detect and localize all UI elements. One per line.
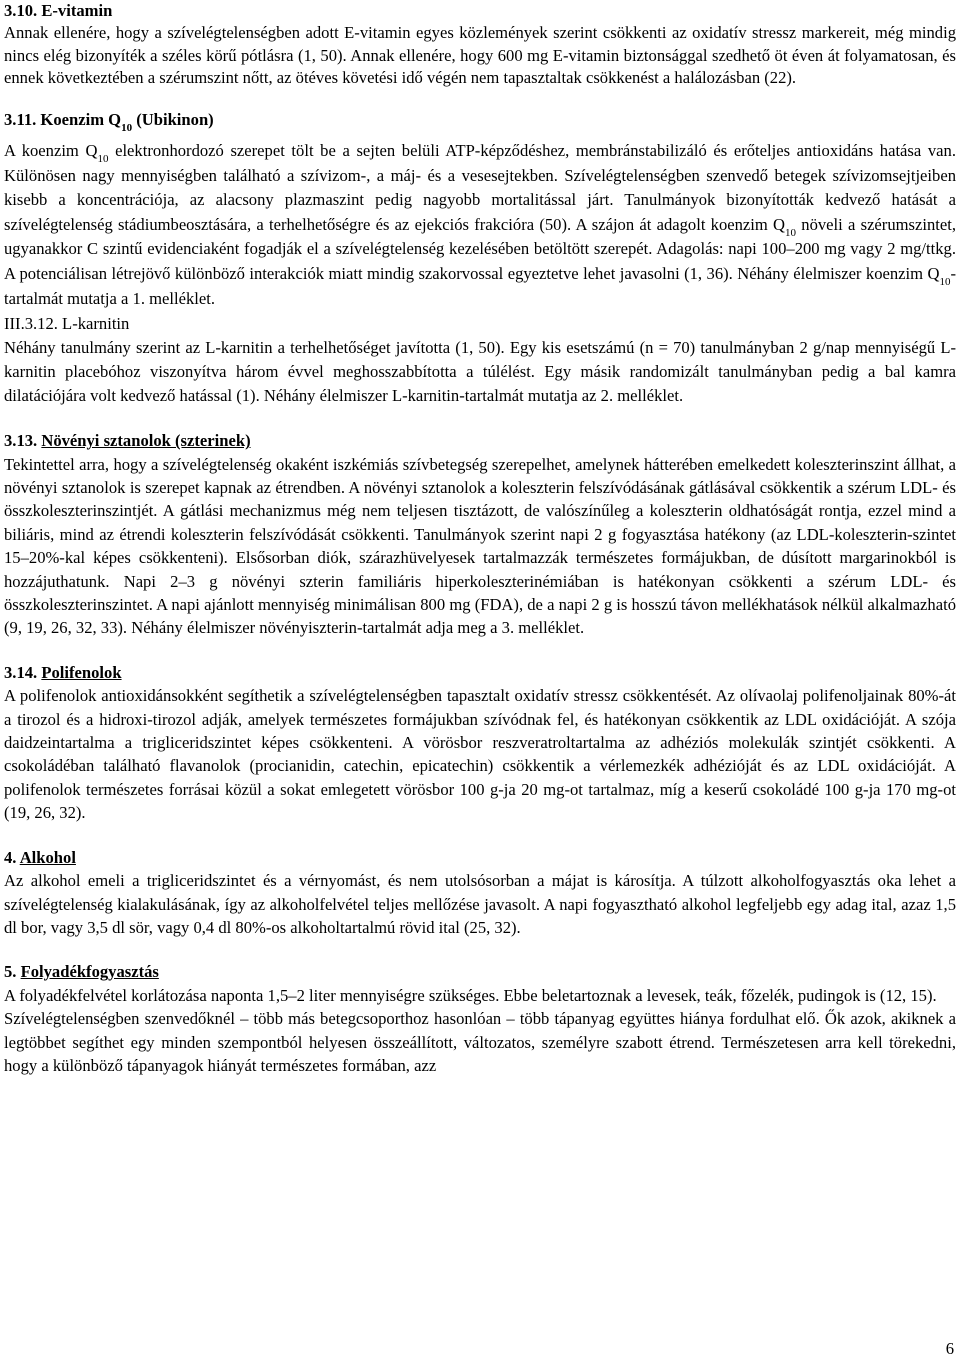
- section-heading: [4, 430, 956, 452]
- heading-title: Folyadékfogyasztás: [20, 962, 159, 982]
- heading-title: Polifenolok: [41, 662, 122, 682]
- paragraph: Az alkohol emeli a trigliceridszintet és a vérnyomást, és nem utolsósorban a májat is károsítja. A túlzott alkoholfogyasztás oka lehet a szívelégtelenség kialakulásának, így az alkoholfelvétel teljes mellőzése javasolt. A napi fogyasztható alkohol legfeljebb egy adag ital, azaz 1,5 dl bor, vagy 3,5 dl sör, vagy 0,4 dl 80%-os alkoholtartalmú rövid ital (25, 32).: [4, 871, 956, 937]
- paragraph: Annak ellenére, hogy a szívelégtelenségben adott E-vitamin egyes közlemények szerint csökkenti az oxidatív stressz markereit, még mindig nincs elég bizonyíték a széles körű pótlásra (1, 50). Annak ellenére, hogy 600 mg E-vitamin biztonsággal szedhető öt éven át folyamatosan, és ennek következtében a szérumszint nőtt, az ötéves követési idő végén nem tapasztaltak csökkenést a halálozásban (22).: [4, 23, 956, 88]
- section-e-vitamin: [4, 0, 956, 90]
- section-heading: [4, 847, 956, 869]
- section-l-karnitin: [4, 313, 956, 408]
- heading-number: 3.13.: [4, 431, 42, 451]
- section-heading: III.3.12. L-karnitin: [4, 314, 130, 334]
- subscript: 10: [97, 153, 109, 166]
- subscript: 10: [939, 276, 951, 288]
- paragraph: Szívelégtelenségben szenvedőknél – több más betegcsoporthoz hasonlóan – több tápanyag együttes hiánya fordulhat elő. Ők azok, akiknek a legtöbbet segíthet egy minden szempontból helyesen összeállított, változatos, személyre szabott étrend. Természetesen arra kell törekedni, hogy a különböző tápanyagok hiányát természetes formában, azz: [4, 1009, 956, 1075]
- section-heading: 3.10. E-vitamin: [4, 1, 113, 20]
- section-heading: [4, 109, 956, 134]
- section-alkohol: [4, 847, 956, 940]
- paragraph: [4, 139, 956, 311]
- section-heading: [4, 662, 956, 684]
- paragraph: A polifenolok antioxidánsokként segíthetik a szívelégtelenségben tapasztalt oxidatív stressz csökkentését. Az olívaolaj polifenoljainak 80%-át a tirozol és a hidroxi-tirozol adják, amelyek természetes formájukban szívódnak fel, és hatékonyan csökkentik az LDL oxidációját. A szója daidzeintartalma a trigliceridszintet képes csökkenteni. A vörösbor reszveratroltartalma az adhéziós molekulák szintjét csökkenti. A csokoládéban található flavanolok (procianidin, catechin, epicatechin) csökkentik a vérlemezkék adhézióját és az LDL oxidációját. A polifenolok természetes forrásai közül a sokat emlegetett vörösbor 100 g-ja 20 mg-ot tartalmaz, míg a keserű csokoládé 100 g-ja 170 mg-ot (19, 26, 32).: [4, 686, 956, 823]
- text-run: -tartalmát mutatja a 1. melléklet.: [4, 264, 956, 308]
- subscript: 10: [121, 121, 133, 134]
- heading-number: 5.: [4, 962, 21, 982]
- subscript: 10: [785, 226, 797, 239]
- section-novenyi-sztanolok: [4, 430, 956, 640]
- section-polifenolok: [4, 662, 956, 825]
- section-koenzim-q10: [4, 109, 956, 312]
- heading-text: (Ubikinon): [132, 109, 214, 129]
- page-number: 6: [945, 1339, 954, 1358]
- paragraph: Tekintettel arra, hogy a szívelégtelenség okaként iszkémiás szívbetegség szerepelhet, amelynek hátterében emelkedett koleszterinszint állhat, a növényi sztanolok is szerepet kapnak az étrendben. A növényi sztanolok a koleszterin felszívódásának gátlásával csökkentik a szérum LDL- és összkoleszterinszintjét. A gátlási mechanizmus még nem teljesen tisztázott, de valószínűleg a koleszterin oldhatóságát rontja, ezzel mind a biliáris, mind az étrendi koleszterin felszívódását csökkenti. Tanulmányok szerint napi 2 g fogyasztása hatékony (az LDL-koleszterin-szintet 15–20%-kal képes csökkenteni). Elsősorban diók, szárazhüvelyesek tartalmazzák természetes formájukban, de dúsított margarinokból is hozzájuthatunk. Napi 2–3 g növényi szterin familiáris hiperkoleszterinémiában is hatékonyan csökkenti a szérum LDL- és összkoleszterinszintet. A napi ajánlott mennyiség minimálisan 800 mg (FDA), de a napi 2 g is hosszú távon mellékhatások nélkül alkalmazható (9, 19, 26, 32, 33). Néhány élelmiszer növényiszterin-tartalmát adja meg a 3. melléklet.: [4, 454, 956, 638]
- heading-title: Növényi sztanolok (szterinek): [41, 431, 251, 451]
- text-run: növeli a szérumszintet, ugyanakkor C szintű evidenciaként fogadják el a szívelégtelenség kezelésében betöltött szerepét. Adagolás: napi 100–200 mg vagy 2 mg/ttkg. A potenciálisan létrejövő különböző interakciók miatt mindig szakorvossal egyeztetve lehet javasolni (1, 36). Néhány élelmiszer koenzim Q: [4, 214, 956, 283]
- heading-number: 3.14.: [4, 662, 42, 682]
- document-page: [4, 0, 956, 1077]
- heading-number: 4.: [4, 847, 20, 867]
- heading-text: 3.11. Koenzim Q: [4, 109, 122, 129]
- paragraph: A folyadékfelvétel korlátozása naponta 1,5–2 liter mennyiségre szükséges. Ebbe beletartoznak a levesek, teák, főzelék, pudingok is (12, 15).: [4, 985, 937, 1005]
- heading-title: Alkohol: [19, 847, 76, 867]
- text-run: elektronhordozó szerepet tölt be a sejten belüli ATP-képződéshez, membránstabilizáló és erőteljes antioxidáns hatása van. Különösen nagy mennyiségben található a szívizom-, a máj- és a vesesejtekben. Szívelégtelenségben szenvedő betegek szívizomsejtjeiben kisebb a koncentrációja, az alacsony plazmaszint pedig nagyobb mortalitással járt. Tanulmányok bizonyították kedvező hatását a szívelégtelenség stádiumbeosztására, a terhelhetőségre és az ejekciós frakcióra (50). A szájon át adagolt koenzim Q: [4, 141, 956, 234]
- section-folyadekfogyasztas: [4, 961, 956, 1077]
- section-heading: [4, 961, 956, 983]
- paragraph: Néhány tanulmány szerint az L-karnitin a terhelhetőséget javította (1, 50). Egy kis esetszámú (n = 70) tanulmányban 2 g/nap mennyiségű L-karnitin placebóhoz viszonyítva három évvel meghosszabbította a túlélést. Egy másik randomizált tanulmányban pedig a bal kamra dilatációjára volt kedvező hatással (1). Néhány élelmiszer L-karnitin-tartalmát mutatja az 2. melléklet.: [4, 337, 956, 405]
- text-run: A koenzim Q: [4, 141, 98, 161]
